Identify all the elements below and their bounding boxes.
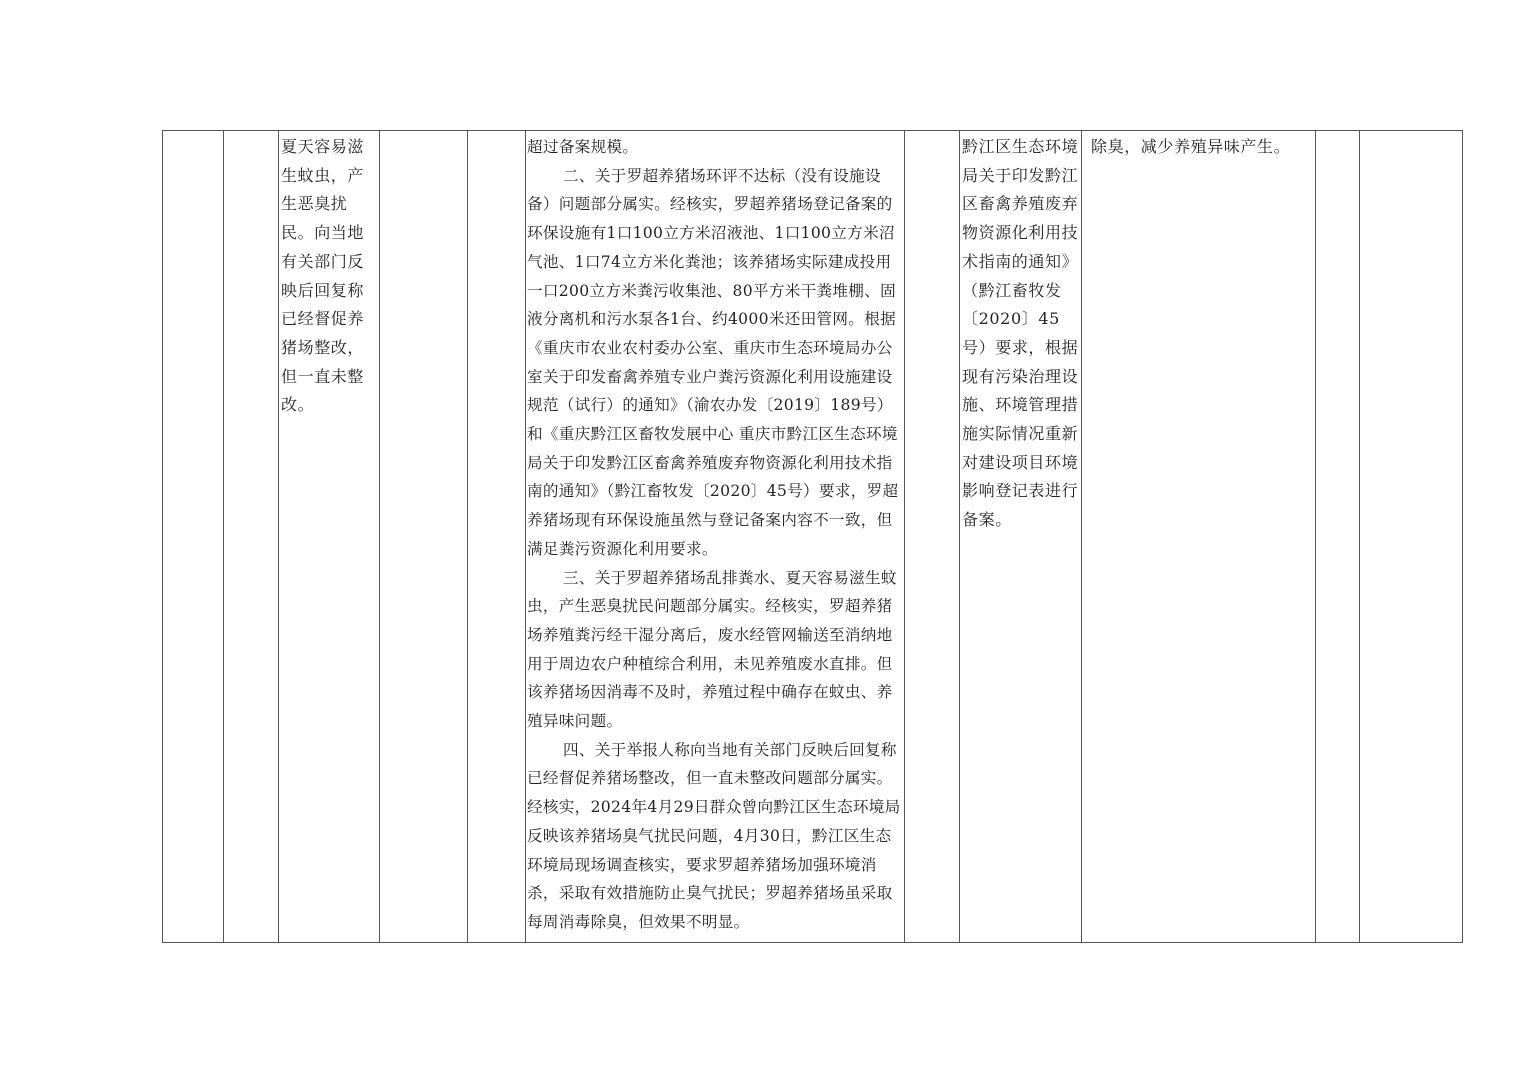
table-cell-basis (960, 131, 1082, 943)
complaint-text: 夏天容易滋生蚊虫，产生恶臭扰民。向当地有关部门反映后回复称已经督促养猪场整改，但一直未整改。 (281, 137, 365, 415)
findings-paragraph: 四、关于举报人称向当地有关部门反映后回复称已经督促养猪场整改，但一直未整改问题部分属实。经核实，2024年4月29日群众曾向黔江区生态环境局反映该养猪场臭气扰民问题，4月30日，黔江区生态环境局现场调查核实，要求罗超养猪场加强环境消杀，采取有效措施防止臭气扰民；罗超养猪场虽采取每周消毒除臭，但效果不明显。 (527, 740, 901, 931)
basis-text: 黔江区生态环境局关于印发黔江区畜禽养殖废弃物资源化利用技术指南的通知》（黔江畜牧发〔2020〕45号）要求，根据现有污染治理设施、环境管理措施实际情况重新对建设项目环境影响登记表进行备案。 (962, 137, 1079, 530)
document-table (162, 130, 1463, 943)
table-cell-col5 (468, 131, 526, 943)
table-cell-col10 (1316, 131, 1360, 943)
findings-paragraph: 三、关于罗超养猪场乱排粪水、夏天容易滋生蚊虫，产生恶臭扰民问题部分属实。经核实，罗超养猪场养殖粪污经干湿分离后，废水经管网输送至消纳地用于周边农户种植综合利用，未见养殖废水直排。但该养猪场因消毒不及时，养殖过程中确存在蚊虫、养殖异味问题。 (527, 568, 897, 731)
table-cell-col2 (224, 131, 279, 943)
findings-paragraph: 二、关于罗超养猪场环评不达标（没有设施设备）问题部分属实。经核实，罗超养猪场登记备案的环保设施有1口100立方米沼液池、1口100立方米沼气池、1口74立方米化粪池；该养猪场实际建成投用一口200立方米粪污收集池、80平方米干粪堆棚、固液分离机和污水泵各1台、约4000米还田管网。根据《重庆市农业农村委办公室、重庆市生态环境局办公室关于印发畜禽养殖专业户粪污资源化利用设施建设规范（试行）的通知》（渝农办发〔2019〕189号）和《重庆黔江区畜牧发展中心 重庆市黔江区生态环境局关于印发黔江区畜禽养殖废弃物资源化利用技术指南的通知》（黔江畜牧发〔2020〕45号）要求，罗超养猪场现有环保设施虽然与登记备案内容不一致，但满足粪污资源化利用要求。 (527, 166, 899, 558)
measures-text: 除臭，减少养殖异味产生。 (1091, 137, 1291, 156)
table-cell-col7 (905, 131, 960, 943)
table-cell-col4 (380, 131, 468, 943)
table-cell-findings (526, 131, 905, 943)
table-cell-col11 (1360, 131, 1463, 943)
table-cell-col1 (163, 131, 224, 943)
table-row (163, 131, 1463, 943)
table-cell-complaint (279, 131, 380, 943)
findings-paragraph: 超过备案规模。 (527, 138, 639, 156)
table-cell-measures (1082, 131, 1316, 943)
